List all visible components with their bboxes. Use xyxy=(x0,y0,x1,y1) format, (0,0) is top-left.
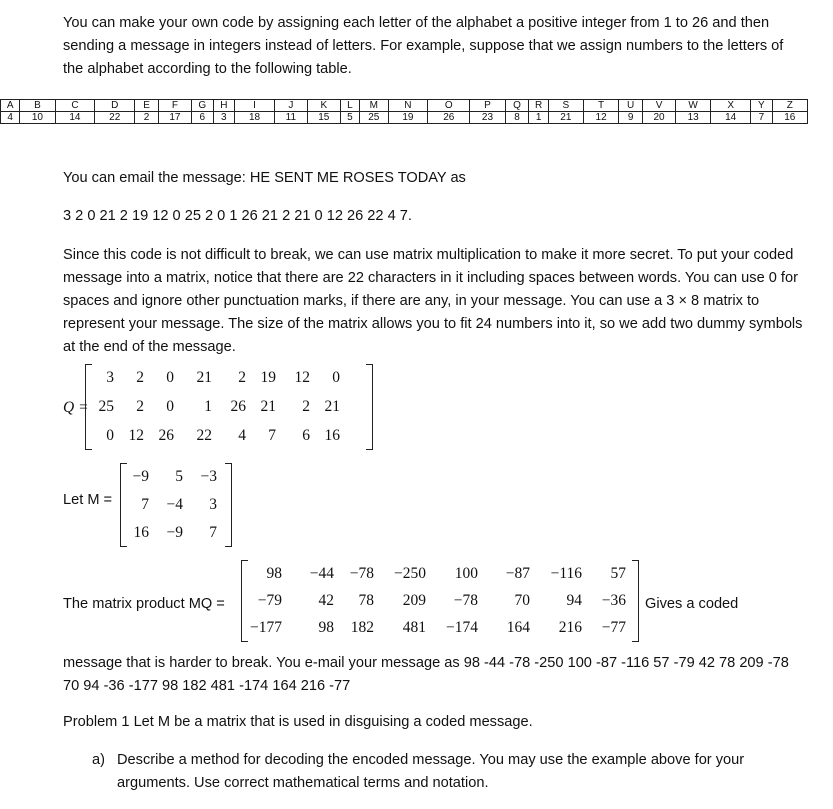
matrix-q-cell: 22 xyxy=(196,426,212,444)
cipher-letter-t: T xyxy=(583,100,618,112)
cipher-letter-f: F xyxy=(158,100,191,112)
matrix-mq-cell: 78 xyxy=(358,591,374,609)
cipher-letter-y: Y xyxy=(751,100,773,112)
matrix-bracket xyxy=(366,364,372,365)
matrix-m-cell: −9 xyxy=(132,468,149,485)
cipher-number-i: 18 xyxy=(235,112,275,124)
matrix-q-cell: 2 xyxy=(238,369,246,387)
matrix-q-cell: 25 xyxy=(98,397,114,415)
cipher-letter-d: D xyxy=(95,100,135,112)
matrix-mq-cell: −78 xyxy=(453,591,478,609)
cipher-letter-r: R xyxy=(529,100,548,112)
matrix-mq-cell: 100 xyxy=(454,564,478,582)
cipher-number-q: 8 xyxy=(505,112,529,124)
cipher-letter-p: P xyxy=(470,100,505,112)
cipher-number-z: 16 xyxy=(772,112,807,124)
email-line: You can email the message: HE SENT ME ROSES TODAY as xyxy=(63,170,466,186)
cipher-letter-a: A xyxy=(1,100,20,112)
cipher-number-a: 4 xyxy=(1,112,20,124)
matrix-mq-cell: −87 xyxy=(505,564,530,582)
matrix-mq-cell: −250 xyxy=(394,564,426,582)
matrix-mq-cell: −77 xyxy=(601,619,626,637)
matrix-q-cell: 0 xyxy=(332,369,340,387)
matrix-m-cell: −3 xyxy=(200,468,217,485)
cipher-number-m: 25 xyxy=(360,112,388,124)
cipher-number-f: 17 xyxy=(158,112,191,124)
matrix-q-cell: 12 xyxy=(294,369,310,387)
cipher-letter-h: H xyxy=(213,100,235,112)
matrix-q xyxy=(85,364,373,450)
cipher-letter-x: X xyxy=(711,100,751,112)
matrix-q-cell: 12 xyxy=(128,426,144,444)
cipher-letters-row xyxy=(1,100,808,112)
matrix-bracket xyxy=(86,449,92,450)
cipher-number-n: 19 xyxy=(388,112,428,124)
matrix-q-cell: 0 xyxy=(106,426,114,444)
matrix-q-cell: 3 xyxy=(106,369,114,387)
matrix-bracket xyxy=(242,641,248,642)
matrix-mq-cell: 481 xyxy=(402,619,426,637)
matrix-mq-cell: −78 xyxy=(349,564,374,582)
matrix-q-cell: 2 xyxy=(136,397,144,415)
cipher-number-c: 14 xyxy=(55,112,95,124)
matrix-m-cell: 5 xyxy=(175,468,183,485)
matrix-mq-label: The matrix product MQ = xyxy=(63,596,225,612)
cipher-number-w: 13 xyxy=(676,112,711,124)
cipher-letter-w: W xyxy=(676,100,711,112)
matrix-mq-cell: 182 xyxy=(350,619,374,637)
cipher-letter-m: M xyxy=(360,100,388,112)
cipher-numbers-row xyxy=(1,112,808,124)
matrix-q-cell: 1 xyxy=(204,397,212,415)
matrix-mq-cell: −79 xyxy=(257,591,282,609)
matrix-m-label: Let M = xyxy=(63,492,113,508)
cipher-letter-b: B xyxy=(20,100,55,112)
matrix-q-cell: 6 xyxy=(302,426,310,444)
matrix-mq-cell: 98 xyxy=(266,564,282,582)
cipher-number-e: 2 xyxy=(135,112,159,124)
cipher-letter-z: Z xyxy=(772,100,807,112)
cipher-number-j: 11 xyxy=(274,112,307,124)
matrix-m-cell: −9 xyxy=(166,524,183,541)
problem-a-marker: a) xyxy=(92,752,105,768)
matrix-q-cell: 0 xyxy=(166,369,174,387)
cipher-letter-i: I xyxy=(235,100,275,112)
cipher-letter-e: E xyxy=(135,100,159,112)
matrix-mq-cell: 98 xyxy=(318,619,334,637)
cipher-letter-s: S xyxy=(548,100,583,112)
matrix-mq-cell: −44 xyxy=(309,564,334,582)
matrix-mq-cell: 57 xyxy=(610,564,626,582)
matrix-m xyxy=(120,463,232,547)
matrix-bracket xyxy=(632,641,638,642)
matrix-bracket xyxy=(121,546,127,547)
cipher-letter-n: N xyxy=(388,100,428,112)
matrix-q-cell: 26 xyxy=(230,397,246,415)
matrix-mq-cell: 164 xyxy=(506,619,530,637)
matrix-mq-cell: −174 xyxy=(446,619,478,637)
cipher-letter-c: C xyxy=(55,100,95,112)
cipher-number-h: 3 xyxy=(213,112,235,124)
matrix-q-cell: 21 xyxy=(324,397,340,415)
coded-message-paragraph: message that is harder to break. You e-mail your message as 98 -44 -78 -250 100 -87 -116 57 -79 42 78 209 -78 70 94 -36 -177 98 182 481 -174 164 216 -77 xyxy=(63,655,789,694)
matrix-mq xyxy=(241,560,639,642)
cipher-number-k: 15 xyxy=(307,112,340,124)
cipher-number-t: 12 xyxy=(583,112,618,124)
matrix-bracket xyxy=(632,560,638,561)
matrix-m-cell: 7 xyxy=(141,496,149,513)
cipher-letter-l: L xyxy=(340,100,359,112)
matrix-mq-cell: 42 xyxy=(318,591,334,609)
matrix-mq-cell: −116 xyxy=(550,564,582,582)
cipher-number-y: 7 xyxy=(751,112,773,124)
matrix-q-cell: 2 xyxy=(136,369,144,387)
cipher-letter-j: J xyxy=(274,100,307,112)
cipher-number-s: 21 xyxy=(548,112,583,124)
matrix-q-cell: 26 xyxy=(158,426,174,444)
cipher-table xyxy=(0,99,808,124)
matrix-m-cell: 3 xyxy=(209,496,217,513)
cipher-number-l: 5 xyxy=(340,112,359,124)
matrix-mq-cell: 70 xyxy=(514,591,530,609)
matrix-bracket xyxy=(225,463,231,464)
cipher-letter-k: K xyxy=(307,100,340,112)
matrix-q-cell: 7 xyxy=(268,426,276,444)
matrix-q-label: Q = xyxy=(63,399,89,416)
matrix-mq-cell: 209 xyxy=(402,591,426,609)
matrix-bracket xyxy=(242,560,248,561)
cipher-letter-o: O xyxy=(428,100,470,112)
matrix-q-cell: 0 xyxy=(166,397,174,415)
matrix-bracket xyxy=(366,449,372,450)
encoded-line: 3 2 0 21 2 19 12 0 25 2 0 1 26 21 2 21 0 12 26 22 4 7. xyxy=(63,208,412,224)
cipher-number-v: 20 xyxy=(643,112,676,124)
cipher-number-b: 10 xyxy=(20,112,55,124)
cipher-number-d: 22 xyxy=(95,112,135,124)
matrix-q-cell: 21 xyxy=(260,397,276,415)
matrix-q-cell: 19 xyxy=(260,369,276,387)
matrix-bracket xyxy=(86,364,92,365)
matrix-mq-cell: 94 xyxy=(566,591,582,609)
cipher-number-g: 6 xyxy=(191,112,213,124)
matrix-mq-cell: −36 xyxy=(601,591,626,609)
cipher-number-u: 9 xyxy=(619,112,643,124)
cipher-number-r: 1 xyxy=(529,112,548,124)
cipher-number-p: 23 xyxy=(470,112,505,124)
matrix-m-cell: 16 xyxy=(133,524,149,541)
cipher-number-o: 26 xyxy=(428,112,470,124)
matrix-mq-cell: −177 xyxy=(250,619,282,637)
matrix-mq-cell: 216 xyxy=(558,619,582,637)
cipher-number-x: 14 xyxy=(711,112,751,124)
problem-a-text: Describe a method for decoding the encoded message. You may use the example above for your arguments. Use correct mathematical terms and notation. xyxy=(117,752,745,791)
explanation-paragraph: Since this code is not difficult to break, we can use matrix multiplication to make it more secret. To put your coded message into a matrix, notice that there are 22 characters in it including spaces between words. You can use 0 for spaces and ignore other punctuation marks, if there are any, in your message. You can use a 3 × 8 matrix to represent your message. The size of the matrix allows you to fit 24 numbers into it, so we add two dummy symbols at the end of the message. xyxy=(63,247,803,355)
matrix-mq-suffix: Gives a coded xyxy=(645,596,739,612)
matrix-q-cell: 21 xyxy=(196,369,212,387)
matrix-m-cell: −4 xyxy=(166,496,183,513)
problem-heading: Problem 1 Let M be a matrix that is used in disguising a coded message. xyxy=(63,714,533,730)
cipher-letter-g: G xyxy=(191,100,213,112)
matrix-q-cell: 2 xyxy=(302,397,310,415)
matrix-q-cell: 16 xyxy=(324,426,340,444)
intro-paragraph: You can make your own code by assigning each letter of the alphabet a positive integer from 1 to 26 and then sending a message in integers instead of letters. For example, suppose that we assign numbers to the letters of the alphabet according to the following table. xyxy=(63,15,784,77)
cipher-letter-v: V xyxy=(643,100,676,112)
matrix-m-cell: 7 xyxy=(209,524,217,541)
matrix-q-cell: 4 xyxy=(238,426,246,444)
cipher-letter-u: U xyxy=(619,100,643,112)
matrix-bracket xyxy=(121,463,127,464)
problem-a-item xyxy=(92,749,802,795)
cipher-letter-q: Q xyxy=(505,100,529,112)
matrix-bracket xyxy=(225,546,231,547)
